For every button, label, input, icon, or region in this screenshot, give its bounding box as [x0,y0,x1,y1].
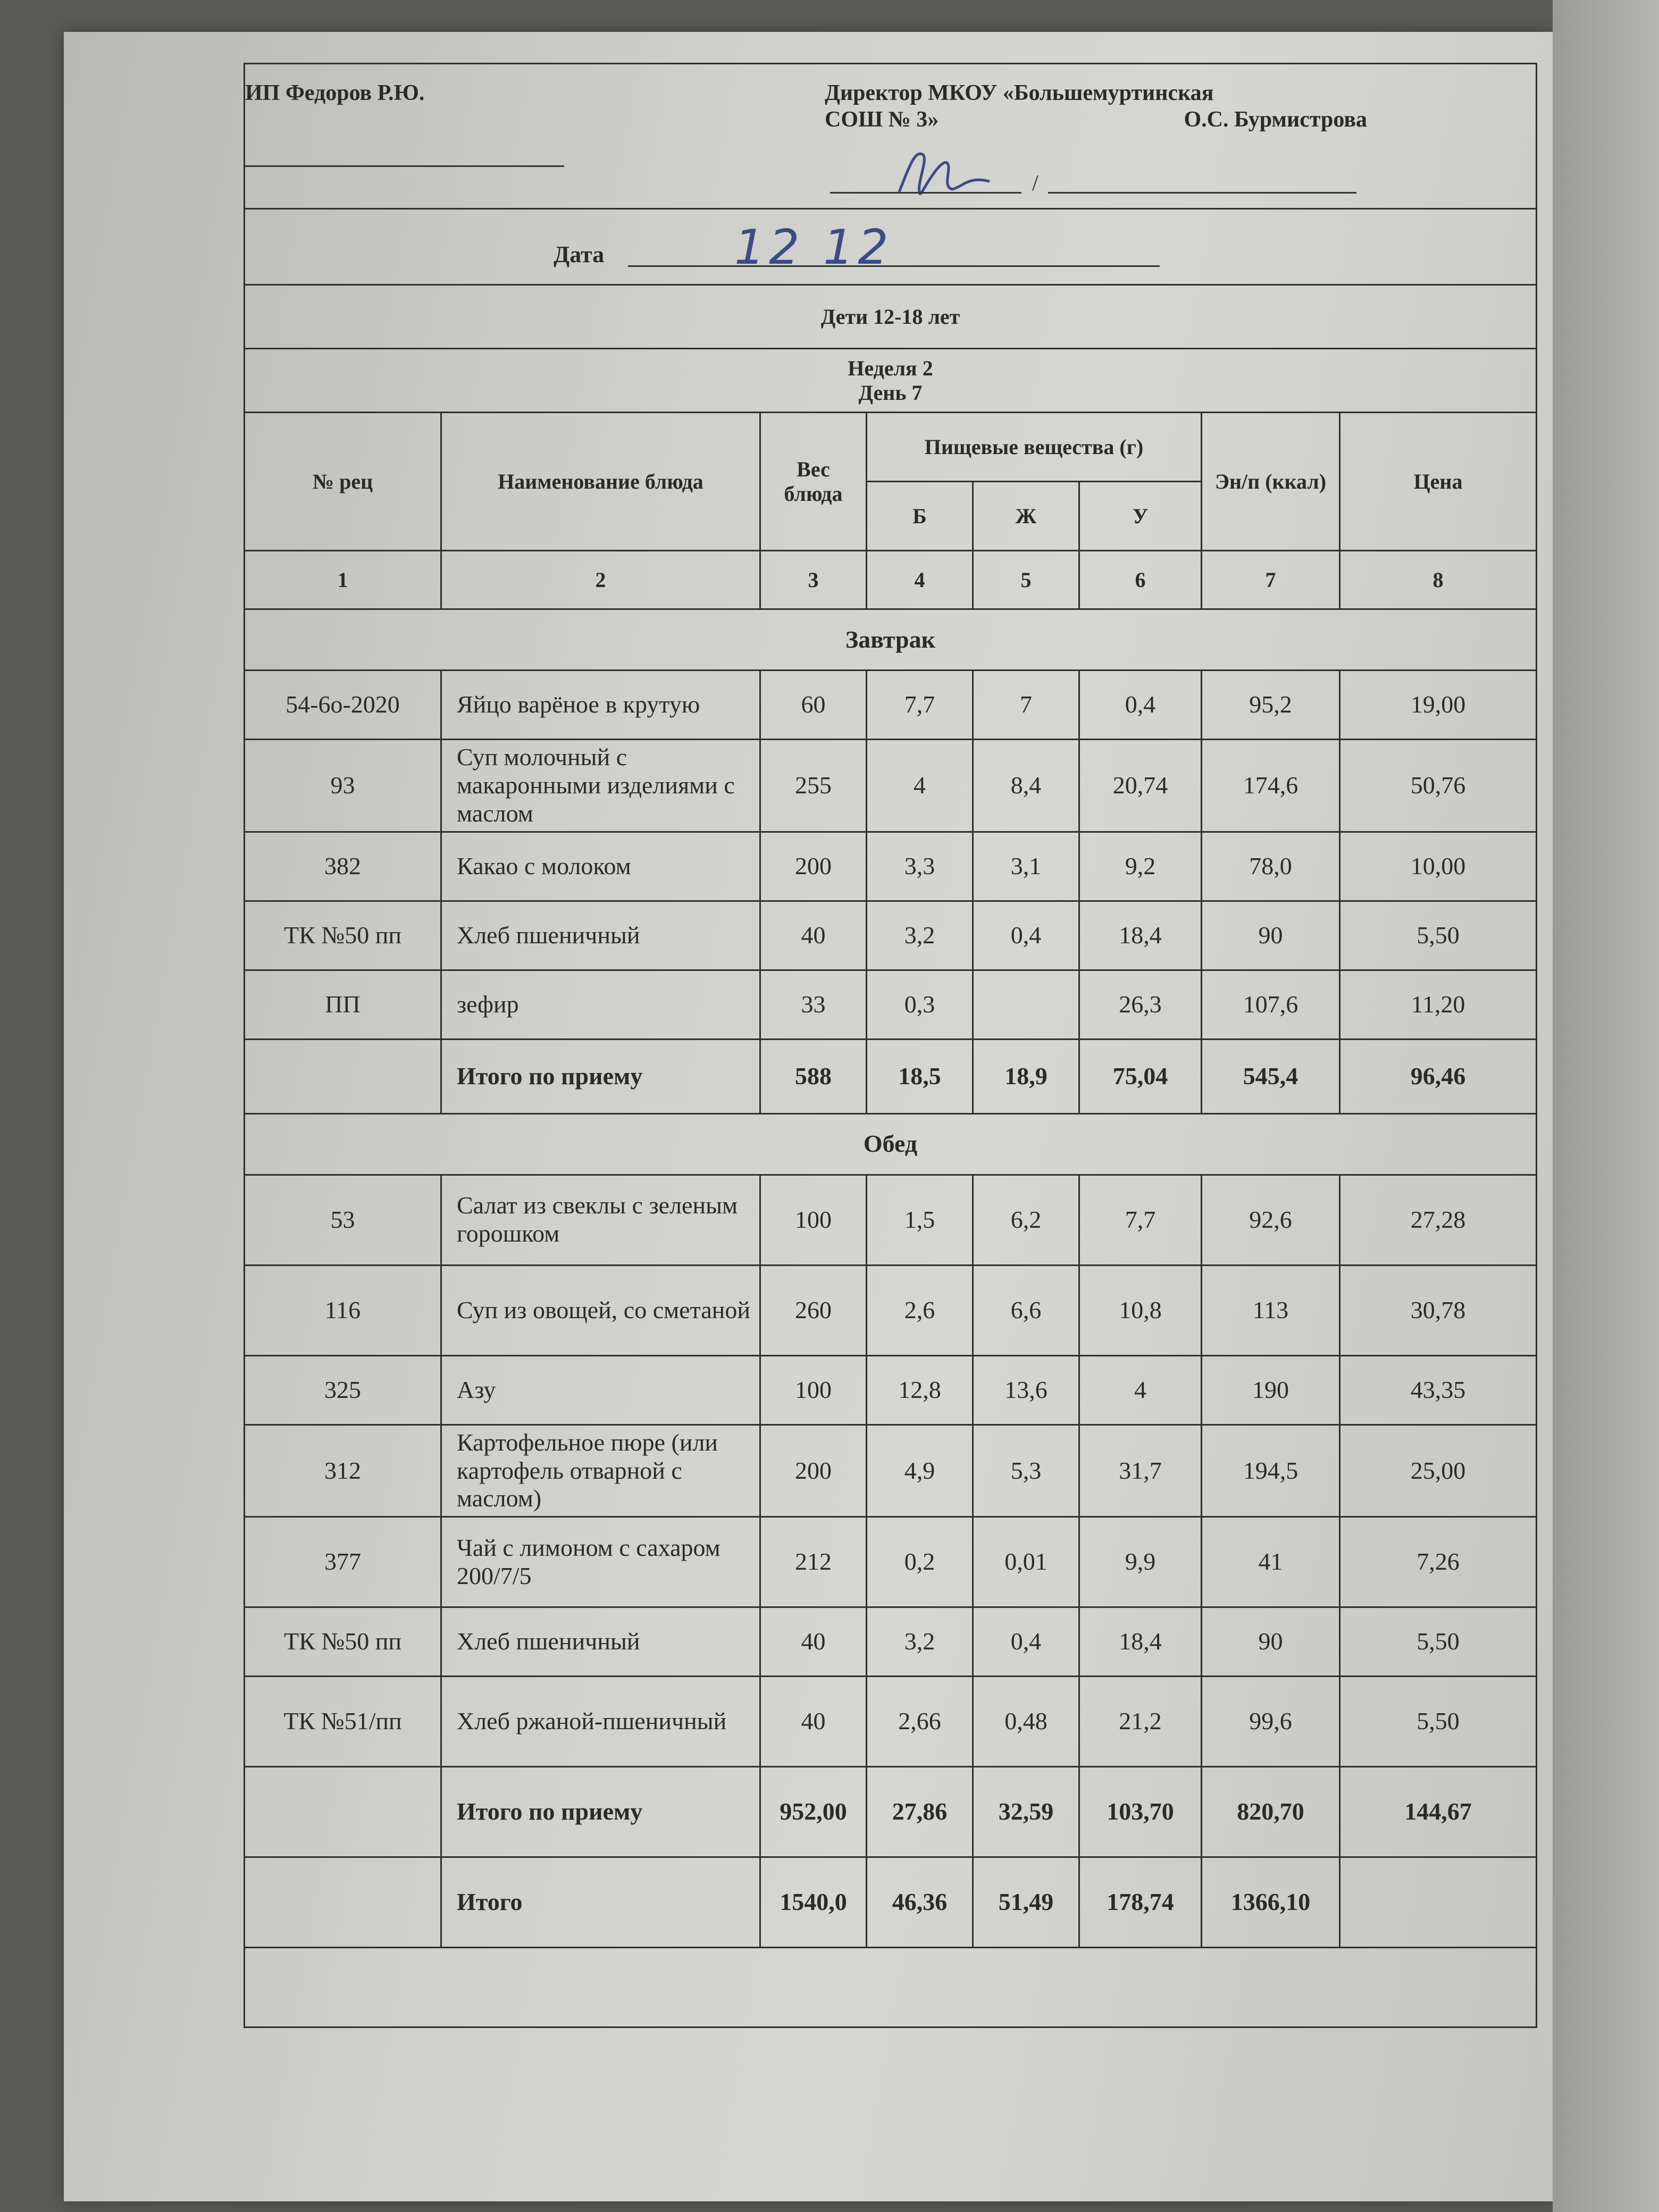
cell-u: 21,2 [1079,1677,1202,1767]
total-label: Итого [441,1857,760,1948]
cell-weight: 200 [760,1425,867,1517]
cell-weight: 40 [760,1677,867,1767]
cell-price: 5,50 [1340,1607,1537,1677]
table-row [245,1517,1537,1607]
table-row [245,970,1537,1039]
cell-u: 0,4 [1079,671,1202,740]
menu-form [244,63,1536,2028]
table-row [245,1607,1537,1677]
col-u: У [1079,482,1202,551]
total-zh: 32,59 [973,1767,1079,1857]
cell-rec: ТК №50 пп [245,1607,441,1677]
total-u: 178,74 [1079,1857,1202,1948]
cell-rec: 325 [245,1355,441,1425]
cell-price: 5,50 [1340,1677,1537,1767]
cell-price: 7,26 [1340,1517,1537,1607]
cell-price: 25,00 [1340,1425,1537,1517]
week-day [245,349,1537,413]
background-edge [1553,0,1659,2212]
empty-cell [245,1948,1537,2027]
week-label: Неделя 2 [848,356,933,380]
cell-name: Суп из овощей, со сметаной [441,1265,760,1355]
cell-zh: 0,4 [973,1607,1079,1677]
cell-price: 30,78 [1340,1265,1537,1355]
total-energy: 1366,10 [1202,1857,1340,1948]
age-group: Дети 12-18 лет [245,285,1537,349]
cell-zh: 3,1 [973,832,1079,901]
table-row [245,1265,1537,1355]
cell-energy: 41 [1202,1517,1340,1607]
cell-b: 0,3 [867,970,973,1039]
cell-price: 5,50 [1340,901,1537,970]
cell-energy: 90 [1202,1607,1340,1677]
cell-weight: 100 [760,1355,867,1425]
col-zh: Ж [973,482,1079,551]
cell-u: 18,4 [1079,901,1202,970]
cell-b: 2,66 [867,1677,973,1767]
column-number-row [245,551,1537,609]
cell-rec: 53 [245,1175,441,1265]
cell-name: Хлеб ржаной-пшеничный [441,1677,760,1767]
slash: / [1032,171,1038,196]
cell-zh: 0,01 [973,1517,1079,1607]
cell-energy: 107,6 [1202,970,1340,1039]
cell-rec [245,1039,441,1113]
table-row [245,740,1537,832]
total-u: 103,70 [1079,1767,1202,1857]
col-number: 3 [760,551,867,609]
cell-name: Какао с молоком [441,832,760,901]
director-title: Директор МКОУ «Большемуртинская [825,81,1214,105]
approval-row [245,64,1537,209]
total-energy: 545,4 [1202,1039,1340,1113]
director-signature-line [830,192,1021,194]
cell-weight: 60 [760,671,867,740]
col-number: 7 [1202,551,1340,609]
cell-zh: 0,48 [973,1677,1079,1767]
cell-name: зефир [441,970,760,1039]
week-day-row [245,349,1537,413]
cell-price: 27,28 [1340,1175,1537,1265]
total-price: 144,67 [1340,1767,1537,1857]
cell-b: 3,3 [867,832,973,901]
cell-zh: 6,2 [973,1175,1079,1265]
cell-b: 4 [867,740,973,832]
ip-name: ИП Федоров Р.Ю. [245,81,425,105]
cell-zh: 5,3 [973,1425,1079,1517]
total-label: Итого по приему [441,1767,760,1857]
total-energy: 820,70 [1202,1767,1340,1857]
cell-name: Салат из свеклы с зеленым горошком [441,1175,760,1265]
cell-energy: 194,5 [1202,1425,1340,1517]
handwritten-signature [883,144,1000,203]
cell-price: 10,00 [1340,832,1537,901]
ip-signature-line [245,165,564,167]
col-number: 2 [441,551,760,609]
col-b: Б [867,482,973,551]
total-b: 27,86 [867,1767,973,1857]
cell-b: 0,2 [867,1517,973,1607]
col-number: 4 [867,551,973,609]
cell-name: Хлеб пшеничный [441,901,760,970]
cell-weight: 100 [760,1175,867,1265]
cell-zh: 6,6 [973,1265,1079,1355]
cell-zh: 0,4 [973,901,1079,970]
col-nutrients: Пищевые вещества (г) [867,413,1202,482]
total-price [1340,1857,1537,1948]
col-number: 6 [1079,551,1202,609]
total-price: 96,46 [1340,1039,1537,1113]
cell-b: 3,2 [867,1607,973,1677]
cell-energy: 113 [1202,1265,1340,1355]
date-value: 12 12 [734,220,893,275]
table-row [245,1425,1537,1517]
cell-rec: 382 [245,832,441,901]
cell-weight: 40 [760,1607,867,1677]
cell-b: 1,5 [867,1175,973,1265]
total-b: 18,5 [867,1039,973,1113]
cell-rec: 312 [245,1425,441,1517]
cell-rec [245,1767,441,1857]
cell-u: 20,74 [1079,740,1202,832]
cell-rec [245,1857,441,1948]
total-b: 46,36 [867,1857,973,1948]
table-row [245,1677,1537,1767]
cell-zh: 8,4 [973,740,1079,832]
cell-weight: 260 [760,1265,867,1355]
cell-zh: 7 [973,671,1079,740]
cell-energy: 78,0 [1202,832,1340,901]
column-header-row-1 [245,413,1537,482]
table-row [245,671,1537,740]
cell-rec: 54-6о-2020 [245,671,441,740]
col-number: 8 [1340,551,1537,609]
cell-rec: 93 [245,740,441,832]
total-zh: 18,9 [973,1039,1079,1113]
cell-name: Суп молочный с макаронными изделиями с маслом [441,740,760,832]
menu-table [244,63,1537,2028]
col-name: Наименование блюда [441,413,760,551]
cell-weight: 200 [760,832,867,901]
date-row [245,209,1537,285]
cell-rec: 116 [245,1265,441,1355]
cell-u: 9,9 [1079,1517,1202,1607]
cell-price: 43,35 [1340,1355,1537,1425]
total-label: Итого по приему [441,1039,760,1113]
total-row [245,1857,1537,1948]
cell-energy: 92,6 [1202,1175,1340,1265]
col-number: 1 [245,551,441,609]
cell-name: Картофельное пюре (или картофель отварной с маслом) [441,1425,760,1517]
cell-energy: 90 [1202,901,1340,970]
cell-zh: 13,6 [973,1355,1079,1425]
cell-price: 11,20 [1340,970,1537,1039]
cell-u: 9,2 [1079,832,1202,901]
cell-weight: 212 [760,1517,867,1607]
director-name: О.С. Бурмистрова [1184,107,1367,132]
group-row [245,285,1537,349]
cell-b: 7,7 [867,671,973,740]
table-row [245,1355,1537,1425]
cell-b: 2,6 [867,1265,973,1355]
cell-name: Чай с лимоном с сахаром 200/7/5 [441,1517,760,1607]
section-title-row [245,609,1537,671]
col-weight: Вес блюда [760,413,867,551]
cell-name: Хлеб пшеничный [441,1607,760,1677]
cell-u: 4 [1079,1355,1202,1425]
cell-name: Яйцо варёное в крутую [441,671,760,740]
cell-zh [973,970,1079,1039]
cell-rec: ТК №51/пп [245,1677,441,1767]
cell-weight: 33 [760,970,867,1039]
cell-price: 50,76 [1340,740,1537,832]
total-weight: 1540,0 [760,1857,867,1948]
col-number: 5 [973,551,1079,609]
date-label: Дата [554,241,605,267]
director-school: СОШ № 3» [825,107,939,132]
cell-weight: 255 [760,740,867,832]
cell-weight: 40 [760,901,867,970]
cell-rec: ТК №50 пп [245,901,441,970]
total-weight: 588 [760,1039,867,1113]
total-row [245,1039,1537,1113]
cell-rec: 377 [245,1517,441,1607]
director-name-line [1048,192,1356,194]
col-rec: № рец [245,413,441,551]
cell-u: 31,7 [1079,1425,1202,1517]
cell-u: 18,4 [1079,1607,1202,1677]
cell-b: 12,8 [867,1355,973,1425]
cell-u: 10,8 [1079,1265,1202,1355]
section-title-row [245,1113,1537,1175]
cell-name: Азу [441,1355,760,1425]
cell-u: 26,3 [1079,970,1202,1039]
cell-energy: 99,6 [1202,1677,1340,1767]
total-u: 75,04 [1079,1039,1202,1113]
cell-energy: 190 [1202,1355,1340,1425]
cell-b: 4,9 [867,1425,973,1517]
table-row [245,1175,1537,1265]
cell-energy: 174,6 [1202,740,1340,832]
date-line [628,265,1160,267]
cell-b: 3,2 [867,901,973,970]
col-price: Цена [1340,413,1537,551]
col-energy: Эн/п (ккал) [1202,413,1340,551]
total-row [245,1767,1537,1857]
cell-price: 19,00 [1340,671,1537,740]
cell-energy: 95,2 [1202,671,1340,740]
cell-u: 7,7 [1079,1175,1202,1265]
section-title: Обед [245,1113,1537,1175]
section-title: Завтрак [245,609,1537,671]
table-row [245,832,1537,901]
total-zh: 51,49 [973,1857,1079,1948]
table-row [245,901,1537,970]
cell-rec: ПП [245,970,441,1039]
empty-footer-row [245,1948,1537,2027]
total-weight: 952,00 [760,1767,867,1857]
day-label: День 7 [858,380,923,405]
